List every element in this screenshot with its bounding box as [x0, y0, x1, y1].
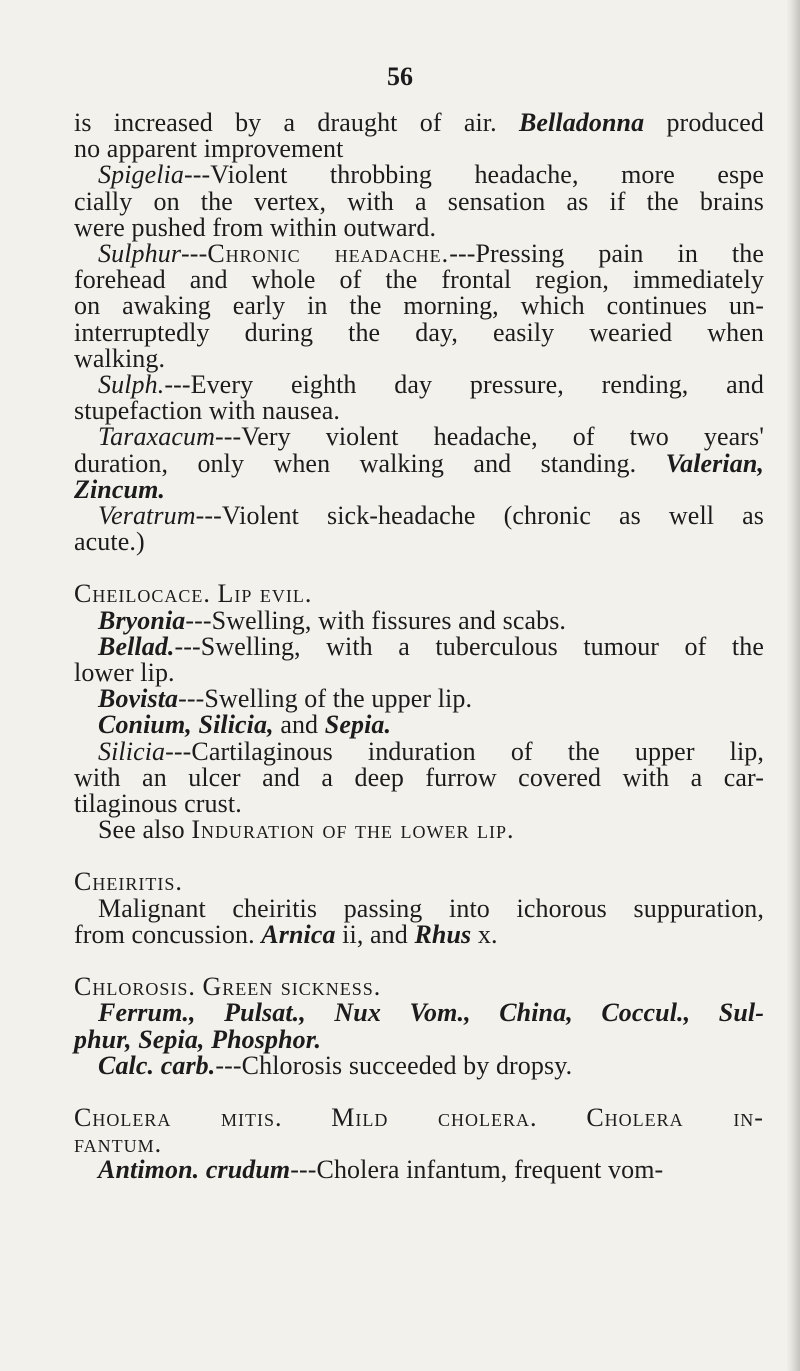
text-line: Veratrum---Violent sick-headache (chronic as well as: [98, 501, 764, 531]
text-line: lower lip.: [74, 658, 175, 688]
page-number: 56: [387, 62, 413, 91]
text-line: were pushed from within outward.: [74, 212, 437, 242]
text-line: Bellad.---Swelling, with a tuberculous tumour of the: [98, 631, 764, 661]
text-line: from concussion. Arnica ii, and Rhus x.: [74, 919, 498, 949]
text-line: stupefaction with nausea.: [74, 396, 341, 426]
text-line: Ferrum., Pulsat., Nux Vom., China, Coccul., Sul-: [98, 998, 764, 1028]
text-line: Bovista---Swelling of the upper lip.: [98, 684, 473, 714]
text-line: Zincum.: [74, 474, 165, 504]
text-line: with an ulcer and a deep furrow covered with a car-: [74, 762, 764, 792]
text-line: Malignant cheiritis passing into ichorous suppuration,: [98, 893, 764, 923]
page-body: [74, 110, 764, 1184]
text-line: Taraxacum---Very violent headache, of two years': [98, 422, 764, 452]
page-edge-shadow: [786, 0, 800, 1371]
paragraph-gap: [74, 1079, 764, 1105]
text-line: Calc. carb.---Chlorosis succeeded by dropsy.: [98, 1050, 573, 1080]
text-line: fantum.: [74, 1129, 163, 1159]
section-heading: Cheiritis.: [74, 867, 183, 897]
text-line: Silicia---Cartilaginous induration of the upper lip,: [98, 736, 764, 766]
text-line: Bryonia---Swelling, with fissures and scabs.: [98, 605, 567, 635]
section-heading: Cheilocace. Lip evil.: [74, 579, 313, 609]
text-line: is increased by a draught of air. Belladonna produced: [74, 108, 764, 137]
text-line: interruptedly during the day, easily wearied when: [74, 317, 764, 347]
text-line: Sulphur---Chronic headache.---Pressing pain in the: [98, 239, 764, 269]
text-line: no apparent improvement: [74, 134, 344, 164]
text-line: cially on the vertex, with a sensation as if the brains: [74, 186, 764, 216]
section-heading: Cholera mitis. Mild cholera. Cholera in-: [74, 1102, 764, 1132]
paragraph-gap: [74, 843, 764, 869]
text-line: Sulph.---Every eighth day pressure, rending, and: [98, 370, 764, 400]
paragraph-gap: [74, 948, 764, 974]
text-line: Conium, Silicia, and Sepia.: [98, 710, 392, 740]
text-line: phur, Sepia, Phosphor.: [74, 1024, 322, 1054]
text-line: acute.): [74, 527, 145, 557]
text-line: forehead and whole of the frontal region, immediately: [74, 265, 764, 295]
text-line: Spigelia---Violent throbbing headache, more espe: [98, 160, 764, 190]
paragraph-gap: [74, 555, 764, 581]
text-line: tilaginous crust.: [74, 789, 242, 819]
text-line: on awaking early in the morning, which continues un-: [74, 291, 764, 321]
text-line: Antimon. crudum---Cholera infantum, frequent vom-: [98, 1155, 664, 1185]
text-line: walking.: [74, 343, 166, 373]
text-line: See also Induration of the lower lip.: [98, 815, 515, 845]
text-line: duration, only when walking and standing. Valerian,: [74, 448, 764, 478]
section-heading: Chlorosis. Green sickness.: [74, 972, 382, 1002]
